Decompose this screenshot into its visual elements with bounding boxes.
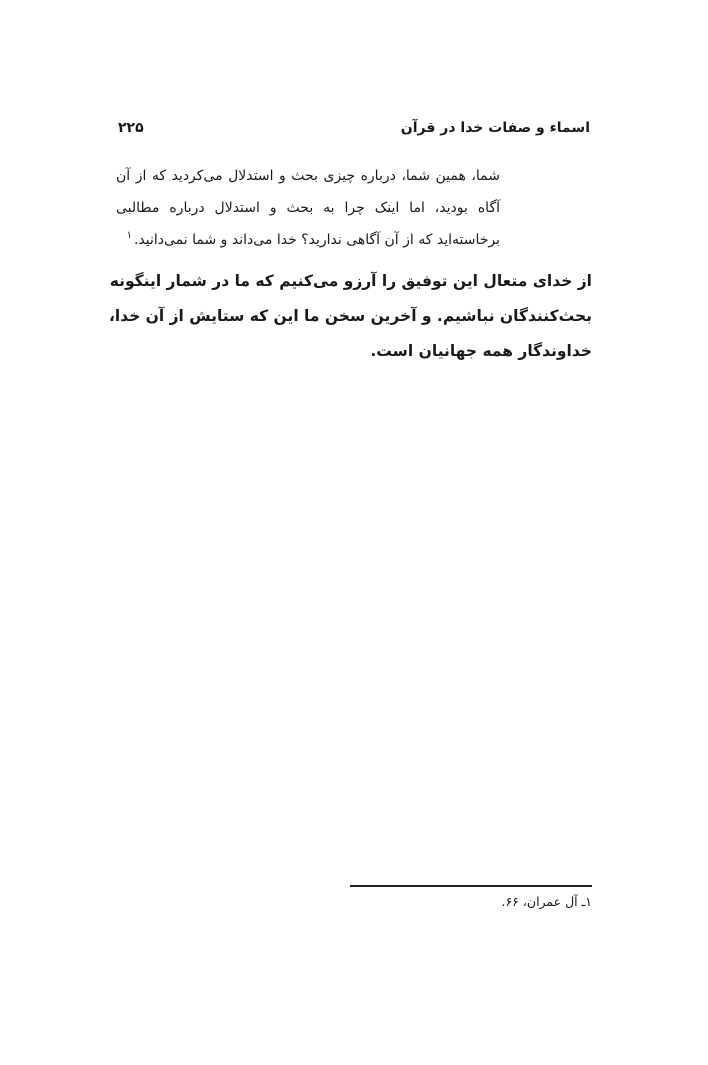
footnote-divider: [350, 885, 592, 887]
closing-paragraph: [108, 264, 592, 369]
footnote-marker: ۱: [126, 230, 132, 242]
quote-line-1: شما، همین شما، درباره چیزی بحث و استدلال می‌کردید که از آن: [116, 168, 500, 184]
page-number: ۲۲۵: [118, 120, 144, 136]
quran-translation-block: [116, 160, 500, 256]
quote-line-3-text: برخاسته‌اید که از آن آگاهی ندارید؟ خدا می‌داند و شما نمی‌دانید.: [133, 232, 500, 248]
running-header: [118, 120, 590, 144]
body-line-1: از خدای متعال این توفیق را آرزو می‌کنیم که ما در شمار اینگونه: [109, 272, 592, 290]
body-line-2: بحث‌کنندگان نباشیم. و آخرین سخن ما این که ستایش از آن خدا،: [108, 307, 592, 325]
quote-line-3: [116, 224, 500, 256]
footnote-1: ۱ـ آل عمران، ۶۶.: [501, 894, 592, 909]
running-title: اسماء و صفات خدا در قرآن: [400, 120, 590, 136]
body-line-3: خداوندگار همه جهانیان است.: [370, 342, 592, 360]
quote-line-2: آگاه بودید، اما اینک چرا به بحث و استدلال درباره مطالبی: [116, 200, 500, 216]
